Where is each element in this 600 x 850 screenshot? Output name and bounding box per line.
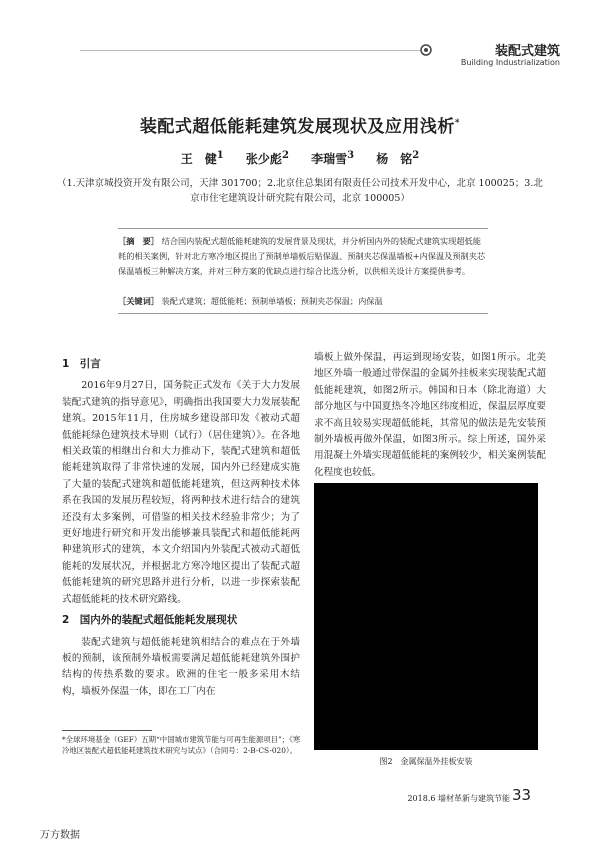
right-column [314,350,546,481]
section-heading-2: 2 国内外的装配式超低能耗发展现状 [62,614,238,627]
title-footnote-mark: * [454,118,461,129]
author: 杨 铭$^2$ [376,150,420,166]
page-number: 33 [512,786,532,804]
abstract-label: ［摘 要］ [118,236,159,246]
keywords [118,296,486,307]
footnote: *全球环境基金（GEF）五期“中国城市建筑节能与可再生能源项目”；《寒冷地区装配式超低能耗建筑技术研究与试点》（合同号：2-B-CS-020）。 [62,735,301,755]
section-subtitle: Building Industrialization [460,58,560,67]
figure-caption: 图2 金属保温外挂板安装 [379,757,473,766]
header-rule [80,50,420,51]
affiliations: （1.天津京城投资开发有限公司，天津 301700；2.北京住总集团有限责任公司技术开发中心，北京 100025；3.北京市住宅建筑设计研究院有限公司，北京 100005） [57,178,543,204]
watermark: 万方数据 [40,830,80,841]
journal-footer: 2018.6 墙材革新与建筑节能 [407,794,510,803]
keywords-text: 装配式建筑；超低能耗；预制单墙板；预制夹芯保温；内保温 [161,296,383,306]
keywords-label: ［关键词］ [118,296,159,306]
paragraph: 2016年9月27日，国务院正式发布《关于大力发展装配式建筑的指导意见》，明确指出我国要大力发展装配建筑。2015年11月，住房城乡建设部印发《被动式超低能耗绿色建筑技术导则（试行）（居住建筑）》。在各地相关政策的相继出台和大力推动下，装配式建筑和超低能耗建筑取得了非常快速的发展，国内外已经建成实施了大量的装配式建筑和超低能耗建筑，但这两种技术体系在我国的发展历程较短，将两种技术进行结合的建筑还没有太多案例，可借鉴的相关技术经验非常少；为了更好地进行研究和开发出能够兼具装配式和超低能耗两种建筑形式的建筑，本文介绍国内外装配式被动式超低能耗的发展状况，并根据北方寒冷地区提出了装配式超低能耗建筑的研究思路并进行分析，以进一步探索装配式超低能耗的技术研究路线。 [62,380,300,605]
author: 张少彪$^2$ [245,150,289,166]
author: 李瑞雪$^3$ [311,150,355,166]
paragraph: 装配式建筑与超低能耗建筑相结合的难点在于外墙板的预制，该预制外墙板需要满足超低能耗建筑外围护结构的传热系数的要求。欧洲的住宅一般多采用木结构，墙板外保温一体，即在工厂内在 [62,636,300,697]
footnote-rule [62,730,152,731]
abstract [118,234,486,279]
left-column [62,352,300,700]
section-title: 装配式建筑 [494,44,560,59]
author: 王 健$^1$ [180,150,224,166]
section-heading-1: 1 引言 [62,358,101,370]
author-list [40,150,560,167]
article-title [40,112,560,137]
figure-image [314,483,538,750]
article-title-text: 装配式超低能耗建筑发展现状及应用浅析 [139,117,455,137]
abstract-text: 结合国内装配式超低能耗建筑的发展背景及现状，并分析国内外的装配式建筑实现超低能耗的相关案例，针对北方寒冷地区提出了预制单墙板后贴保温、预制夹芯保温墙板+内保温及预制夹芯保温墙板三种解决方案，并对三种方案的优缺点进行综合比选分析，以供相关设计方案提供参考。 [118,236,486,276]
paragraph: 墙板上做外保温，再运到现场安装，如图1所示。北美地区外墙一般通过带保温的金属外挂板来实现装配式超低能耗建筑，如图2所示。韩国和日本（除北海道）大部分地区与中国夏热冬冷地区纬度相近，保温层厚度要求不高且较易实现超低能耗，其常见的做法是先安装预制外墙板再做外保温，如图3所示。综上所述，国外采用混凝土外墙实现超低能耗的案例较少，相关案例装配化程度也较低。 [314,352,546,478]
